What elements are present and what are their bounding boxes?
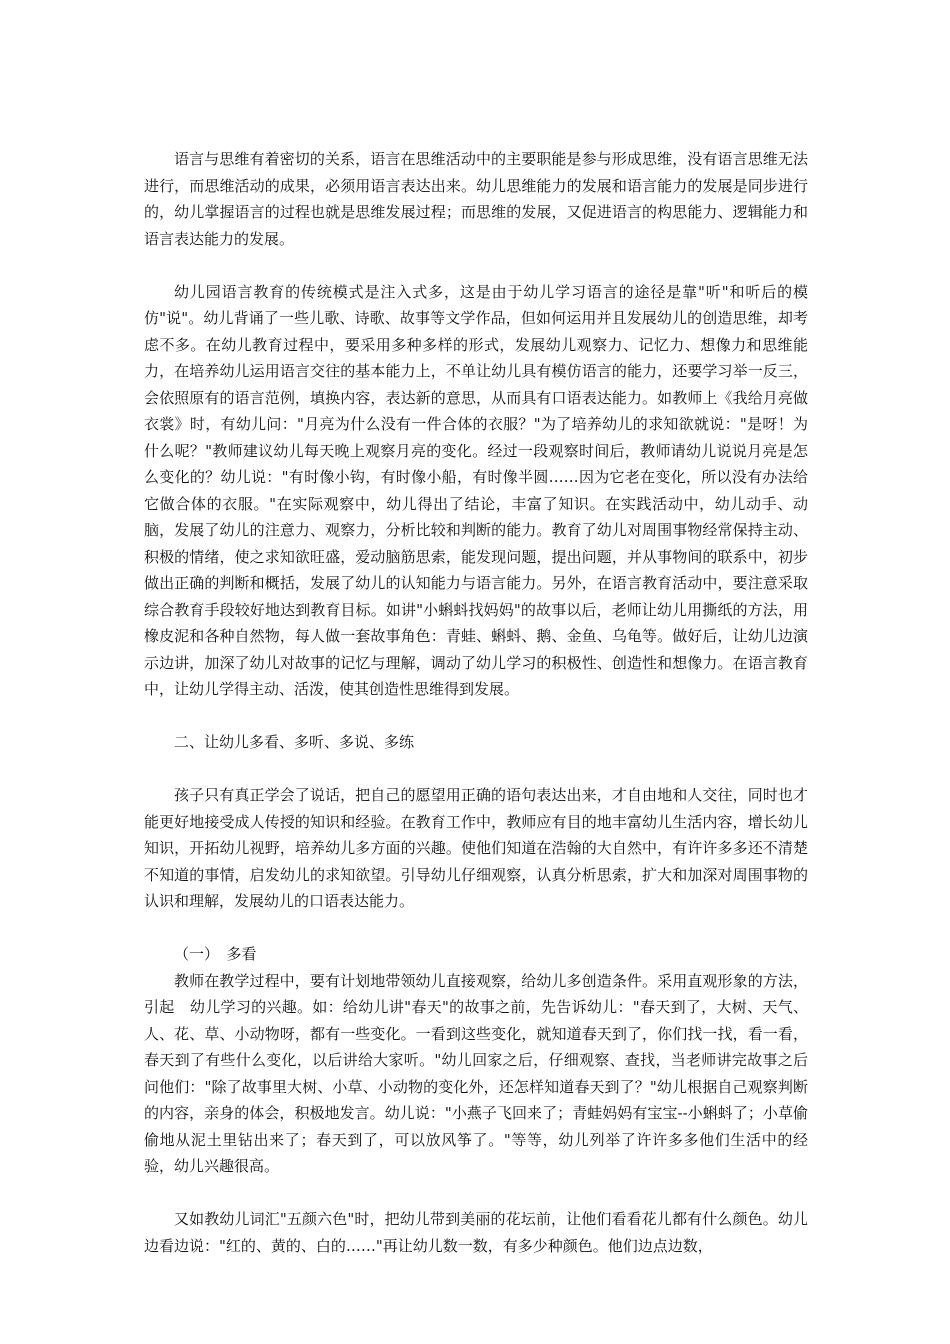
paragraph-spring-story: 教师在教学过程中，要有计划地带领幼儿直接观察，给幼儿多创造条件。采用直观形象的方法，引起 幼儿学习的兴趣。如：给幼儿讲"春天"的故事之前，先告诉幼儿："春天到了，大树、天气、人、花、草、小动物呀，都有一些变化。一看到这些变化，就知道春天到了，你们找一找，看一看，春天到了有些什么变化，以后讲给大家听。"幼儿回家之后，仔细观察、查找，当老师讲完故事之后问他们："除了故事里大树、小草、小动物的变化外，还怎样知道春天到了？"幼儿根据自己观察判断的内容，亲身的体会，积极地发言。幼儿说："小燕子飞回来了；青蛙妈妈有宝宝--小蝌蚪了；小草偷偷地从泥土里钻出来了；春天到了，可以放风筝了。"等等，幼儿列举了许许多多他们生活中的经验，幼儿兴趣很高。 [144,971,808,1175]
paragraph-learning-to-speak: 孩子只有真正学会了说话，把自己的愿望用正确的语句表达出来，才自由地和人交往，同时也才能更好地接受成人传授的知识和经验。在教育工作中，教师应有目的地丰富幼儿生活内容，增长幼儿知识，开拓幼儿视野，培养幼儿多方面的兴趣。使他们知道在浩翰的大自然中，有许许多多还不清楚不知道的事情，启发幼儿的求知欲望。引导幼儿仔细观察，认真分析思索，扩大和加深对周围事物的认识和理解，发展幼儿的口语表达能力。 [144,786,808,910]
paragraph-colors-vocabulary: 又如教幼儿词汇"五颜六色"时，把幼儿带到美丽的花坛前，让他们看看花儿都有什么颜色。幼儿边看边说："红的、黄的、白的……"再让幼儿数一数，有多少种颜色。他们边点边数， [144,1210,808,1255]
document-body [144,146,808,1286]
paragraph-traditional-mode: 幼儿园语言教育的传统模式是注入式多，这是由于幼儿学习语言的途径是靠"听"和听后的模仿"说"。幼儿背诵了一些儿歌、诗歌、故事等文学作品，但如何运用并且发展幼儿的创造思维，却考虑不多。在幼儿教育过程中，要采用多种多样的形式，发展幼儿观察力、记忆力、想像力和思维能力，在培养幼儿运用语言交往的基本能力上，不单让幼儿具有模仿语言的能力，还要学习举一反三，会依照原有的语言范例，填换内容，表达新的意思，从而具有口语表达能力。如教师上《我给月亮做衣裳》时，有幼儿问："月亮为什么没有一件合体的衣服？"为了培养幼儿的求知欲就说："是呀！为什么呢？"教师建议幼儿每天晚上观察月亮的变化。经过一段观察时间后，教师请幼儿说说月亮是怎么变化的？幼儿说："有时像小钩，有时像小船，有时像半圆……因为它老在变化，所以没有办法给它做合体的衣服。"在实际观察中，幼儿得出了结论，丰富了知识。在实践活动中，幼儿动手、动脑，发展了幼儿的注意力、观察力，分析比较和判断的能力。教育了幼儿对周围事物经常保持主动、积极的情绪，使之求知欲旺盛，爱动脑筋思索，能发现问题，提出问题，并从事物间的联系中，初步做出正确的判断和概括，发展了幼儿的认知能力与语言能力。另外，在语言教育活动中，要注意采取综合教育手段较好地达到教育目标。如讲"小蝌蚪找妈妈"的故事以后，老师让幼儿用撕纸的方法，用橡皮泥和各种自然物，每人做一套故事角色：青蛙、蝌蚪、鹅、金鱼、乌龟等。做好后，让幼儿边演示边讲，加深了幼儿对故事的记忆与理解，调动了幼儿学习的积极性、创造性和想像力。在语言教育中，让幼儿学得主动、活泼，使其创造性思维得到发展。 [144,282,808,698]
section-heading: 二、让幼儿多看、多听、多说、多练 [174,733,415,751]
paragraph-language-thinking: 语言与思维有着密切的关系，语言在思维活动中的主要职能是参与形成思维，没有语言思维无法进行，而思维活动的成果，必须用语言表达出来。幼儿思维能力的发展和语言能力的发展是同步进行的，幼儿掌握语言的过程也就是思维发展过程；而思维的发展，又促进语言的构思能力、逻辑能力和语言表达能力的发展。 [144,150,808,248]
subsection-heading: （一） 多看 [174,945,257,963]
